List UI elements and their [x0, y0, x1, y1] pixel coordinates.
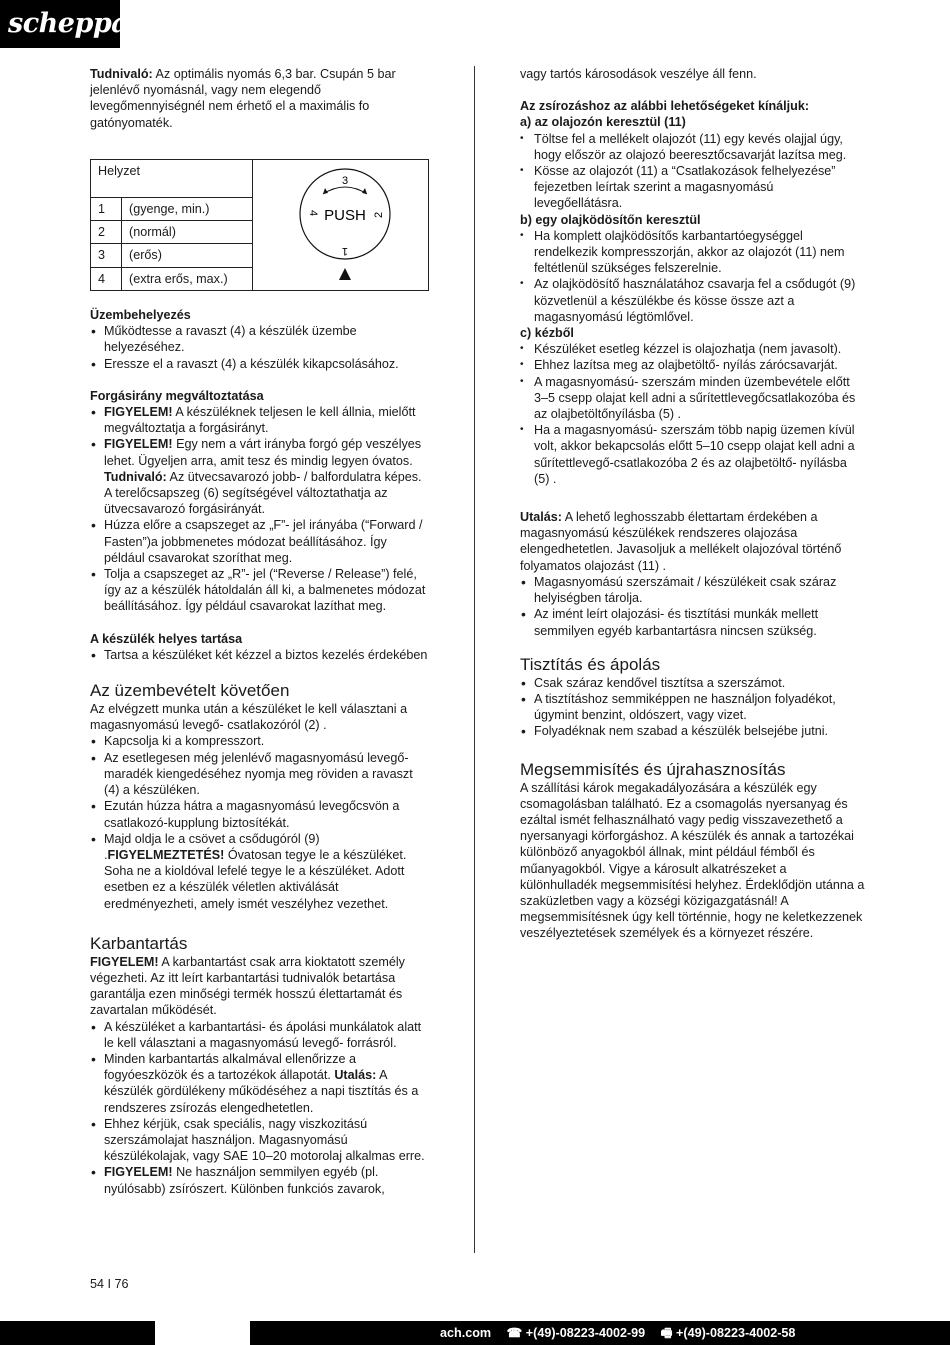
list-item: • Az olajködösítő használatához csavarja fel a csődugót (9) közvetlenül a készülékbe és kösse össze azt a magasnyomású légtömlővel. — [520, 276, 865, 325]
option-a-label: a) az olajozón keresztül (11) — [520, 115, 686, 130]
list-item: • Majd oldja le a csövet a csődugóról (9) .FIGYELMEZTETÉS! Óvatosan tegye le a készüléket. Soha ne a kioldóval lefelé tegye le a készüléket. Adott esetben ez a készülék véletlen aktiválását eredményezheti, amely ismét veszélyhez vezethet. — [90, 831, 430, 912]
footer-phone: ☎ +(49)-08223-4002-99 — [506, 1326, 646, 1340]
list-item: • Működtesse a ravaszt (4) a készülék üzembe helyezéséhez. — [90, 323, 430, 355]
table-row: 1 (gyenge, min.) — [91, 197, 429, 220]
note-text: Az optimális nyomás 6,3 bar. Csupán 5 bar jelenlévő nyomásnál, vagy nem elegendő levegőmennyiségnél nem érhető el a maximális fo gatónyomaték. — [90, 67, 396, 130]
note-label: Tudnivaló: — [90, 67, 153, 81]
section-title-cleaning: Tisztítás és ápolás — [520, 654, 661, 674]
maintenance-list — [90, 1019, 430, 1197]
section-title-holding: A készülék helyes tartása — [90, 631, 243, 646]
hint-paragraph: Utalás: A lehető leghosszabb élettartam érdekében a magasnyomású készülékek rendszeres olajozása elengedhetetlen. Javasoljuk a mellékelt olajozóval történő folyamatos olajozást (11) . — [520, 510, 842, 573]
dial-arc-arrow — [323, 187, 367, 194]
list-item: • Kösse az olajozót (11) a “Csatlakozások felhelyezése” fejezetben leírtak szerint a magasnyomású levegőellátásra. — [520, 163, 865, 212]
column-divider — [474, 66, 475, 1253]
footer-website: ach.com — [440, 1326, 492, 1340]
list-item: • Az imént leírt olajozási- és tisztítási munkák mellett semmilyen egyéb karbantartásra nincsen szükség. — [520, 606, 865, 638]
dial-cell — [253, 159, 429, 290]
list-item: • Ha a magasnyomású- szerszám több napig üzemen kívül volt, akkor bekapcsolás előtt 5–10 csepp olajat kell adni a sűrítettlevegő-csatlakozóba 2 és az olajbetöltő- nyílásba (5) . — [520, 422, 865, 487]
list-item: • Készüléket esetleg kézzel is olajozhatja (nem javasolt). — [520, 341, 865, 357]
position-table — [90, 159, 429, 291]
dial-number-4: 4 — [307, 209, 319, 216]
list-item: • Minden karbantartás alkalmával ellenőrizze a fogyóeszközök és a tartozékok állapotát. Utalás: A készülék gördülékeny működéséhez a napi tisztítás és a rendszeres zsírozás elengedhetetlen. — [90, 1051, 430, 1116]
holding-list — [90, 647, 430, 663]
disposal-text: A szállítási károk megakadályozására a készülék egy csomagolásban található. Ez a csomagolás nyersanyag és ezáltal ismét felhasználható vagy pedig visszavezethető a nyersanyagi körforgáshoz. A készülék és annak a tartozékai különböző anyagokból állnak, mint például fémből és műanyagokból. Vigye a károsult alkatrészeket a különhulladék megsemmisítési helyhez. Érdeklődjön utánna a szaküzletben vagy a községi közigazgatásnál! A megsemmisítésnek úgy kell történnie, hogy ne keletkezzenek veszélyeztetések személyek és a környezet részére. — [520, 780, 865, 941]
list-item: • Folyadéknak nem szabad a készülék belsejébe jutni. — [520, 723, 865, 739]
hint-list — [520, 574, 865, 639]
list-item: • FIGYELEM! Ne használjon semmilyen egyéb (pl. nyúlósabb) zsírószert. Különben funkciós zavarok, — [90, 1164, 430, 1196]
dial-number-2: 2 — [373, 211, 385, 218]
list-item: • Eressze el a ravaszt (4) a készülék kikapcsolásához. — [90, 356, 430, 372]
table-row: 3 (erős) — [91, 244, 429, 267]
footer-fax: 🖷 +(49)-08223-4002-58 — [660, 1326, 796, 1340]
list-item: • Ha komplett olajködösítős karbantartóegységgel rendelkezik kompresszorján, akkor az olajozót (11) nem feltétlenül szükséges felszerelnie. — [520, 228, 865, 277]
option-b-list — [520, 228, 865, 325]
list-item: • FIGYELEM! A készüléknek teljesen le kell állnia, mielőtt megváltoztatja a forgásirányt. — [90, 404, 430, 436]
list-item: • Csak száraz kendővel tisztítsa a szerszámot. — [520, 675, 865, 691]
dial-pointer-triangle — [339, 268, 351, 280]
after-use-list — [90, 733, 430, 911]
list-item: • Húzza előre a csapszeget az „F”- jel irányába (“Forward / Fasten”)a jobbmenetes módozat beállításához. Így például csavarokat szoríthat meg. — [90, 517, 430, 566]
continued-text: vagy tartós károsodások veszélye áll fenn. — [520, 67, 757, 81]
list-item: • A készüléket a karbantartási- és ápolási munkálatok alatt le kell választani a magasnyomású levegő- forrásról. — [90, 1019, 430, 1051]
list-item: • FIGYELEM! Egy nem a várt irányba forgó gép veszélyes lehet. Ügyeljen arra, amit tesz és mindig legyen óvatos. Tudnivaló: Az ütvecsavarozó jobb- / balfordulatra képes. A terelőcsapszeg (6) segítségével változtathatja az ütvecsavarozó forgásirányát. — [90, 436, 430, 517]
list-item: • Magasnyomású szerszámait / készülékeit csak száraz helyiségben tárolja. — [520, 574, 865, 606]
section-title-after-use: Az üzembevételt követően — [90, 681, 290, 701]
maintenance-intro: FIGYELEM! A karbantartást csak arra kioktatott személy végezheti. Az itt leírt karbantartási tudnivalók betartása garantálja ezen minőségi termék hosszú élettartamát és zavartalan működését. — [90, 954, 405, 1018]
option-c-list — [520, 341, 865, 487]
dial-number-3: 3 — [342, 174, 349, 187]
direction-list — [90, 404, 430, 615]
left-column — [90, 66, 430, 1197]
footer-contact — [440, 1321, 807, 1345]
list-item: • A magasnyomású- szerszám minden üzembevétele előtt 3–5 csepp olajat kell adni a sűrítettlevegőcsatlakozóba és az olajbetöltőnyílásba (5) . — [520, 374, 865, 423]
cleaning-list — [520, 675, 865, 740]
section-title-maintenance: Karbantartás — [90, 933, 188, 953]
scheppach-logo: scheppach — [0, 0, 120, 48]
list-item: • Tartsa a készüléket két kézzel a biztos kezelés érdekében — [90, 647, 430, 663]
section-title-startup: Üzembehelyezés — [90, 308, 191, 323]
startup-list — [90, 323, 430, 372]
push-dial-diagram — [253, 160, 428, 286]
list-item: • Kapcsolja ki a kompresszort. — [90, 733, 430, 749]
dial-number-1: 1 — [341, 244, 348, 257]
table-row: 2 (normál) — [91, 221, 429, 244]
list-item: • Ehhez lazítsa meg az olajbetöltő- nyílás zárócsavarját. — [520, 357, 865, 373]
option-b-label: b) egy olajködösítőn keresztül — [520, 212, 701, 227]
list-item: • Ehhez kérjük, csak speciális, nagy viszkozitású szerszámolajat használjon. Magasnyomású készülékolajak, vagy SAE 10–20 motorolaj alkalmas erre. — [90, 1116, 430, 1165]
list-item: • Tolja a csapszeget az „R”- jel (“Reverse / Release”) felé, így az a készülék hátoldalán áll ki, a balmenetes módozat beállításához. Így például csavarokat lazíthat meg. — [90, 566, 430, 615]
footer-white-block — [155, 1321, 250, 1345]
section-title-disposal: Megsemmisítés és újrahasznosítás — [520, 759, 786, 779]
list-item: • Töltse fel a mellékelt olajozót (11) egy kevés olajjal úgy, hogy először az olajozó beeresztőcsavarját lazítsa meg. — [520, 131, 865, 163]
note-paragraph — [90, 66, 430, 131]
right-column — [520, 66, 865, 942]
section-title-direction: Forgásirány megváltoztatása — [90, 388, 264, 403]
list-item: • Ezután húzza hátra a magasnyomású levegőcsvön a csatlakozó-kupplung biztosítékát. — [90, 798, 430, 830]
dial-push-label: PUSH — [324, 206, 366, 224]
list-item: • Az esetlegesen még jelenlévő magasnyomású levegő-maradék kiengedéséhez nyomja meg röviden a ravaszt (4) a készüléken. — [90, 750, 430, 799]
option-c-label: c) kézből — [520, 326, 574, 341]
page-number: 54 I 76 — [90, 1277, 129, 1291]
after-use-intro: Az elvégzett munka után a készüléket le kell választani a magasnyomású levegő- csatlakozóról (2) . — [90, 702, 408, 733]
list-item: • A tisztításhoz semmiképpen ne használjon folyadékot, úgymint benzint, oldószert, vagy vizet. — [520, 691, 865, 723]
table-row: 4 (extra erős, max.) — [91, 267, 429, 290]
table-header: Helyzet — [91, 159, 253, 197]
option-a-list — [520, 131, 865, 212]
oiling-options-title: Az zsírozáshoz az alábbi lehetőségeket kínáljuk: — [520, 99, 810, 114]
